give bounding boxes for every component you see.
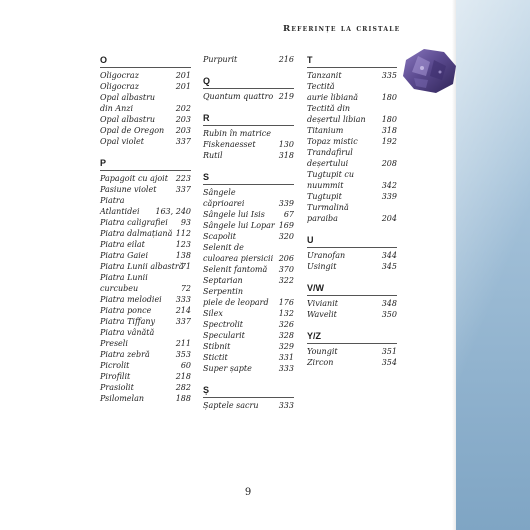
index-entry [100, 272, 191, 294]
index-page-ref: 163, 240 [155, 207, 191, 216]
index-term: Opal albastru [100, 93, 156, 102]
index-entry [100, 125, 191, 136]
index-term: Piatra Gaiei [100, 251, 149, 260]
index-entry [307, 250, 397, 261]
index-term: Piatra [100, 196, 125, 205]
index-letter-heading: O [100, 54, 191, 68]
index-letter-heading: S [203, 171, 294, 185]
index-term: Oligocraz [100, 71, 139, 80]
index-page-ref: 339 [381, 192, 397, 201]
index-entry [307, 70, 397, 81]
index-entry [203, 275, 294, 286]
index-page-ref: 71 [180, 262, 191, 271]
index-page-ref: 223 [175, 174, 191, 183]
index-page-ref: 201 [175, 71, 191, 80]
index-page-ref: 333 [278, 401, 294, 410]
index-term: Opal violet [100, 137, 144, 146]
index-page-ref: 339 [278, 199, 294, 208]
index-page-ref: 130 [278, 140, 294, 149]
index-term: Preseli [100, 339, 128, 348]
index-entry [203, 319, 294, 330]
index-term: Selenit de [203, 243, 244, 252]
index-page-ref: 72 [180, 284, 191, 293]
index-term: Serpentin [203, 287, 243, 296]
index-page-ref: 337 [175, 185, 191, 194]
index-letter-heading: Y/Z [307, 330, 397, 344]
index-entry [307, 147, 397, 169]
index-page-ref: 333 [278, 364, 294, 373]
index-entry [203, 128, 294, 150]
index-page-ref: 138 [175, 251, 191, 260]
index-page-ref: 203 [175, 126, 191, 135]
index-term: Papagoit cu ajoit [100, 174, 168, 183]
index-page-ref: 214 [175, 306, 191, 315]
index-letter-heading: Ș [203, 384, 294, 398]
index-page-ref: 350 [381, 310, 397, 319]
index-entry [100, 327, 191, 349]
index-entry [100, 316, 191, 327]
index-page-ref: 169 [278, 221, 294, 230]
index-letter-heading: T [307, 54, 397, 68]
index-term: Tugtupit [307, 192, 342, 201]
index-page-ref: 344 [381, 251, 397, 260]
index-group [100, 157, 191, 404]
index-page-ref: 370 [278, 265, 294, 274]
index-page-ref: 318 [278, 151, 294, 160]
index-entry [307, 261, 397, 272]
index-group [203, 54, 294, 65]
index-term: Piatra eilat [100, 240, 145, 249]
index-entry [307, 309, 397, 320]
index-group [203, 112, 294, 161]
index-term: Sângele [203, 188, 236, 197]
index-term: Titanium [307, 126, 344, 135]
index-entry [100, 360, 191, 371]
index-page-ref: 211 [175, 339, 191, 348]
index-term: Specularit [203, 331, 245, 340]
index-term: Scapolit [203, 232, 236, 241]
index-term: Topaz mistic [307, 137, 358, 146]
index-term: Wavelit [307, 310, 337, 319]
index-term: paraiba [307, 214, 338, 223]
index-entry [203, 341, 294, 352]
index-entry [100, 136, 191, 147]
index-entry [203, 363, 294, 374]
index-term: Piatra caligrafiei [100, 218, 168, 227]
index-term: Fiskenaesset [203, 140, 256, 149]
index-column-1 [100, 54, 191, 414]
index-term: Opal albastru [100, 115, 156, 124]
index-term: deșertului [307, 159, 349, 168]
index-entry [100, 261, 191, 272]
index-group [307, 330, 397, 368]
index-entry [307, 81, 397, 103]
index-page-ref: 326 [278, 320, 294, 329]
index-term: Rutil [203, 151, 223, 160]
index-entry [307, 298, 397, 309]
index-page-ref: 354 [381, 358, 397, 367]
index-entry [203, 330, 294, 341]
index-term: Pasiune violet [100, 185, 157, 194]
index-term: Piatra Tiffany [100, 317, 156, 326]
index-group [203, 171, 294, 374]
index-term: Atlantidei [100, 207, 140, 216]
amethyst-crystal [400, 46, 460, 96]
index-term: Usingit [307, 262, 337, 271]
index-term: Pirofilit [100, 372, 131, 381]
index-entry [100, 173, 191, 184]
index-entry [307, 202, 397, 224]
index-entry [307, 169, 397, 191]
index-page-ref: 203 [175, 115, 191, 124]
index-page-ref: 112 [175, 229, 191, 238]
index-page-ref: 60 [180, 361, 191, 370]
index-term: aurie libiană [307, 93, 359, 102]
index-term: Sângele lui Isis [203, 210, 265, 219]
index-term: piele de leopard [203, 298, 269, 307]
index-page-ref: 67 [283, 210, 294, 219]
index-entry [203, 91, 294, 102]
index-entry [203, 231, 294, 242]
index-page-ref: 123 [175, 240, 191, 249]
index-page-ref: 320 [278, 232, 294, 241]
index-letter-heading: V/W [307, 282, 397, 296]
index-entry [203, 220, 294, 231]
index-entry [203, 352, 294, 363]
index-entry [100, 217, 191, 228]
index-term: Stictit [203, 353, 228, 362]
index-entry [203, 150, 294, 161]
index-page-ref: 331 [278, 353, 294, 362]
index-page-ref: 208 [381, 159, 397, 168]
index-entry [100, 305, 191, 316]
index-term: Opal de Oregon [100, 126, 165, 135]
index-entry [307, 103, 397, 125]
index-entry [100, 195, 191, 217]
index-entry [100, 92, 191, 114]
index-entry [100, 294, 191, 305]
index-term: Șaptele sacru [203, 401, 259, 410]
index-entry [307, 346, 397, 357]
index-term: Septarian [203, 276, 243, 285]
index-page-ref: 218 [175, 372, 191, 381]
blue-page-edge [456, 0, 530, 530]
index-entry [100, 371, 191, 382]
index-page-ref: 345 [381, 262, 397, 271]
index-entry [100, 70, 191, 81]
index-term: Piatra melodiei [100, 295, 162, 304]
index-entry [100, 239, 191, 250]
index-letter-heading: U [307, 234, 397, 248]
index-page-ref: 348 [381, 299, 397, 308]
index-term: Tectită din [307, 104, 351, 113]
index-entry [100, 382, 191, 393]
index-term: Piatra ponce [100, 306, 152, 315]
index-term: Selenit fantomă [203, 265, 268, 274]
index-page-ref: 192 [381, 137, 397, 146]
page-number: 9 [244, 487, 252, 498]
index-term: Piatra zebră [100, 350, 150, 359]
index-entry [203, 264, 294, 275]
index-page-ref: 216 [278, 55, 294, 64]
index-page-ref: 351 [381, 347, 397, 356]
index-term: Spectrolit [203, 320, 244, 329]
index-page-ref: 202 [175, 104, 191, 113]
index-entry [307, 191, 397, 202]
index-entry [307, 136, 397, 147]
index-term: Purpurit [203, 55, 238, 64]
index-term: Prasiolit [100, 383, 134, 392]
index-page-ref: 337 [175, 317, 191, 326]
index-group [203, 75, 294, 102]
index-term: curcubeu [100, 284, 139, 293]
index-group [307, 234, 397, 272]
page-edge-highlight [456, 0, 530, 530]
index-page-ref: 188 [175, 394, 191, 403]
index-column-2 [203, 54, 294, 421]
index-term: din Anzi [100, 104, 134, 113]
index-page-ref: 204 [381, 214, 397, 223]
index-term: Quantum quattro [203, 92, 274, 101]
index-term: Tugtupit cu [307, 170, 355, 179]
index-group [203, 384, 294, 411]
index-term: Sângele lui Lopar [203, 221, 275, 230]
index-entry [100, 228, 191, 239]
index-term: Piatra vânătă [100, 328, 155, 337]
index-term: Picrolit [100, 361, 130, 370]
index-letter-heading: Q [203, 75, 294, 89]
index-entry [100, 250, 191, 261]
index-page-ref: 353 [175, 350, 191, 359]
index-term: Turmalină [307, 203, 349, 212]
index-term: nuummit [307, 181, 344, 190]
index-page-ref: 329 [278, 342, 294, 351]
index-term: Piatra Lunii albastră [100, 262, 184, 271]
index-term: Tectită [307, 82, 335, 91]
index-term: Piatra dalmațiană [100, 229, 173, 238]
running-head: Referințe la cristale [283, 24, 401, 34]
index-page-ref: 132 [278, 309, 294, 318]
index-page-ref: 318 [381, 126, 397, 135]
index-entry [100, 393, 191, 404]
index-entry [203, 308, 294, 319]
index-page-ref: 93 [180, 218, 191, 227]
index-term: Stibnit [203, 342, 231, 351]
index-entry [100, 114, 191, 125]
index-page-ref: 335 [381, 71, 397, 80]
index-term: Zircon [307, 358, 334, 367]
index-term: Super șapte [203, 364, 252, 373]
index-term: căprioarei [203, 199, 245, 208]
index-page-ref: 180 [381, 115, 397, 124]
index-page-ref: 176 [278, 298, 294, 307]
index-page-ref: 219 [278, 92, 294, 101]
index-term: Piatra Lunii [100, 273, 148, 282]
index-page-ref: 328 [278, 331, 294, 340]
index-group [307, 282, 397, 320]
index-entry [307, 357, 397, 368]
index-entry [203, 400, 294, 411]
index-term: deșertul libian [307, 115, 366, 124]
index-letter-heading: P [100, 157, 191, 171]
index-term: Trandafirul [307, 148, 353, 157]
index-page-ref: 201 [175, 82, 191, 91]
index-page-ref: 333 [175, 295, 191, 304]
index-term: Uranofan [307, 251, 346, 260]
index-page-ref: 282 [175, 383, 191, 392]
index-entry [203, 187, 294, 209]
index-entry [203, 242, 294, 264]
index-entry [307, 125, 397, 136]
index-term: Youngit [307, 347, 338, 356]
index-entry [100, 349, 191, 360]
index-term: Vivianit [307, 299, 338, 308]
index-term: culoarea piersicii [203, 254, 274, 263]
index-term: Psilomelan [100, 394, 145, 403]
index-page-ref: 322 [278, 276, 294, 285]
index-term: Rubin în matrice [203, 129, 271, 138]
index-entry [100, 81, 191, 92]
index-term: Tanzanit [307, 71, 342, 80]
index-letter-heading: R [203, 112, 294, 126]
index-page-ref: 337 [175, 137, 191, 146]
index-group [307, 54, 397, 224]
index-term: Oligocraz [100, 82, 139, 91]
index-page-ref: 206 [278, 254, 294, 263]
index-page-ref: 180 [381, 93, 397, 102]
index-entry [203, 286, 294, 308]
index-entry [203, 209, 294, 220]
index-page-ref: 342 [381, 181, 397, 190]
index-group [100, 54, 191, 147]
index-entry [100, 184, 191, 195]
index-column-3 [307, 54, 397, 378]
index-entry [203, 54, 294, 65]
index-term: Silex [203, 309, 223, 318]
